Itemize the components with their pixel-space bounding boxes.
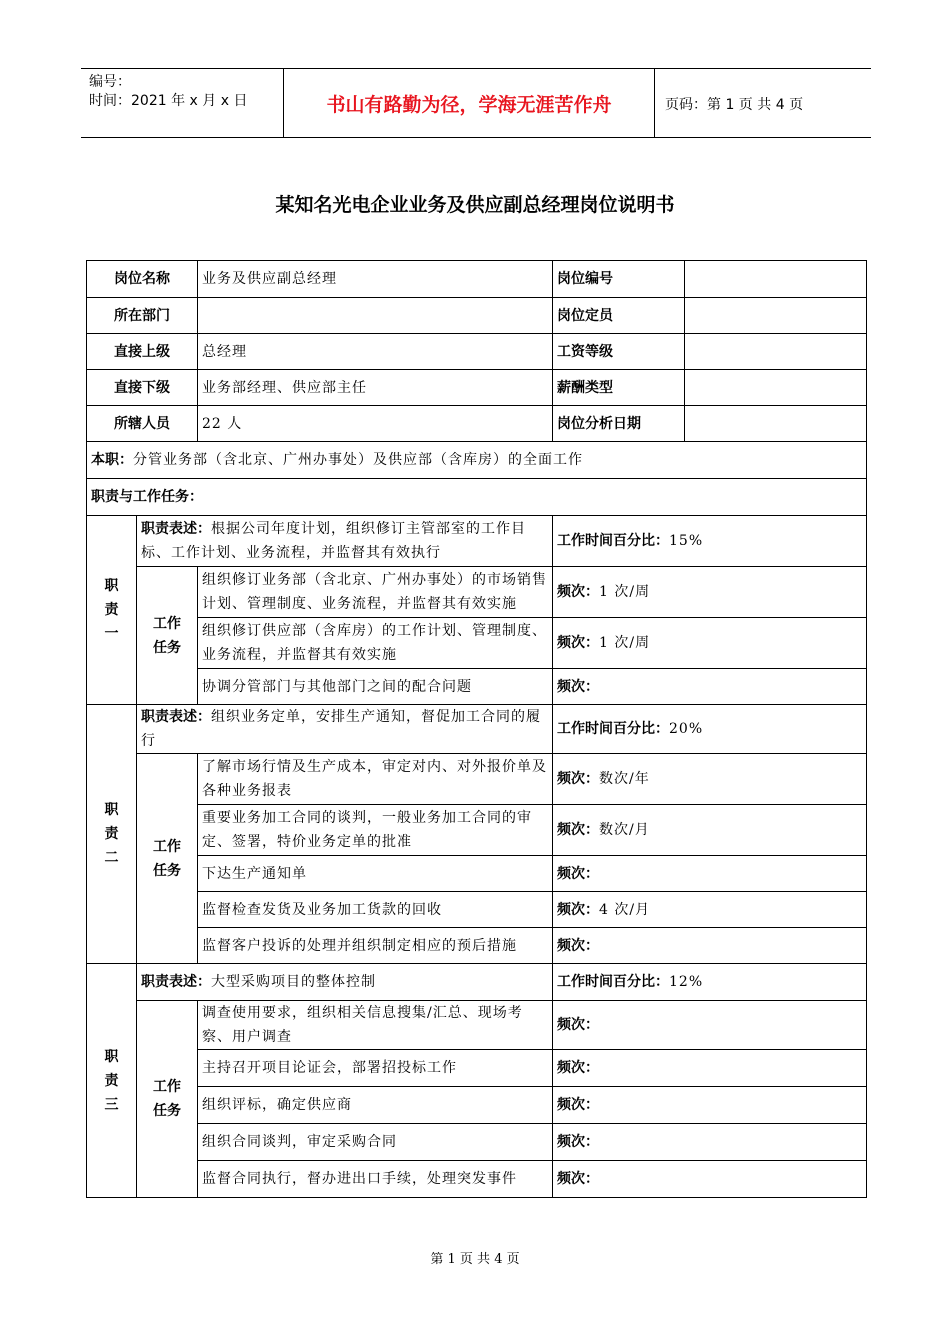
tasks-header-row: [87, 479, 867, 516]
duty-row: [87, 442, 867, 479]
task-text: 监督客户投诉的处理并组织制定相应的预后措施: [198, 928, 553, 964]
info-label: 所辖人员: [87, 406, 198, 442]
page-header: [81, 68, 871, 138]
responsibility-name-char: 二: [104, 850, 119, 866]
time-percent-label: 工作时间百分比：: [557, 721, 669, 737]
task-label-line: 任务: [153, 1103, 181, 1119]
responsibility-name-char: 责: [104, 1072, 119, 1089]
responsibility-name: [87, 705, 137, 964]
task-row: [87, 1161, 867, 1198]
duty-text: 分管业务部（含北京、广州办事处）及供应部（含库房）的全面工作: [133, 452, 583, 468]
task-row: [87, 892, 867, 928]
frequency-label: 频次：: [557, 584, 599, 600]
frequency-value: 4 次/月: [599, 901, 651, 918]
responsibility-statement: [137, 705, 553, 754]
info-value: 业务部经理、供应部主任: [198, 370, 553, 406]
info-value: 22 人: [198, 406, 553, 442]
responsibility-statement-row: [87, 705, 867, 754]
statement-text: 大型采购项目的整体控制: [211, 974, 376, 990]
task-frequency: [553, 856, 867, 892]
task-frequency: [553, 669, 867, 705]
task-row: [87, 856, 867, 892]
frequency-label: 频次：: [557, 822, 599, 838]
task-row: [87, 1001, 867, 1050]
responsibility-name-char: 职: [104, 1048, 119, 1065]
responsibility-name: [87, 964, 137, 1198]
frequency-label: 频次：: [557, 1060, 599, 1076]
task-label-line: 任务: [153, 639, 181, 656]
frequency-label: 频次：: [557, 1017, 599, 1033]
frequency-value: 数次/年: [599, 771, 650, 787]
frequency-label: 频次：: [557, 901, 599, 918]
info-value: 业务及供应副总经理: [198, 261, 553, 298]
info-label: 薪酬类型: [553, 370, 685, 406]
info-row: [87, 334, 867, 370]
task-frequency: [553, 754, 867, 805]
responsibility-statement-row: [87, 516, 867, 567]
task-text: 监督检查发货及业务加工货款的回收: [198, 892, 553, 928]
task-label: [137, 754, 198, 964]
time-percent: [553, 516, 867, 567]
task-row: [87, 754, 867, 805]
responsibility-statement-row: [87, 964, 867, 1001]
task-text: 组织修订业务部（含北京、广州办事处）的市场销售计划、管理制度、业务流程，并监督其有效实施: [198, 567, 553, 618]
info-label: 岗位名称: [87, 261, 198, 298]
doc-time-label: 时间：2021 年 x 月 x 日: [89, 93, 248, 109]
task-label: [137, 1001, 198, 1198]
task-text: 组织合同谈判，审定采购合同: [198, 1124, 553, 1161]
responsibility-name-char: 三: [104, 1096, 119, 1113]
task-text: 组织修订供应部（含库房）的工作计划、管理制度、业务流程，并监督其有效实施: [198, 618, 553, 669]
time-percent-value: 12%: [669, 974, 704, 990]
task-row: [87, 928, 867, 964]
task-label-line: 任务: [153, 862, 181, 879]
responsibility-name-char: 职: [104, 578, 119, 594]
frequency-label: 频次：: [557, 937, 599, 954]
duty-label: 本职：: [91, 452, 133, 468]
frequency-label: 频次：: [557, 1171, 599, 1187]
info-label: 直接下级: [87, 370, 198, 406]
task-frequency: [553, 928, 867, 964]
info-row: [87, 406, 867, 442]
responsibility-name: [87, 516, 137, 705]
task-frequency: [553, 1001, 867, 1050]
info-label: 直接上级: [87, 334, 198, 370]
task-text: 组织评标，确定供应商: [198, 1087, 553, 1124]
time-percent-label: 工作时间百分比：: [557, 533, 669, 549]
task-label-line: 工作: [153, 838, 181, 855]
task-text: 了解市场行情及生产成本，审定对内、对外报价单及各种业务报表: [198, 754, 553, 805]
task-text: 监督合同执行，督办进出口手续，处理突发事件: [198, 1161, 553, 1198]
responsibility-name-char: 一: [104, 626, 119, 642]
task-frequency: [553, 892, 867, 928]
task-frequency: [553, 1087, 867, 1124]
task-frequency: [553, 1124, 867, 1161]
info-value: [198, 298, 553, 334]
task-text: 协调分管部门与其他部门之间的配合问题: [198, 669, 553, 705]
header-motto: 书山有路勤为径，学海无涯苦作舟: [283, 69, 655, 137]
statement-label: 职责表述：: [141, 709, 211, 725]
statement-label: 职责表述：: [141, 974, 211, 990]
task-frequency: [553, 1050, 867, 1087]
info-value: [685, 298, 867, 334]
info-row: [87, 298, 867, 334]
frequency-label: 频次：: [557, 1134, 599, 1150]
time-percent: [553, 964, 867, 1001]
task-row: [87, 567, 867, 618]
task-text: 调查使用要求，组织相关信息搜集/汇总、现场考察、用户调查: [198, 1001, 553, 1050]
info-value: 总经理: [198, 334, 553, 370]
document-title: 某知名光电企业业务及供应副总经理岗位说明书: [275, 194, 675, 216]
time-percent-value: 15%: [669, 533, 704, 549]
statement-text: 根据公司年度计划，组织修订主管部室的工作目标、工作计划、业务流程，并监督其有效执行: [141, 521, 526, 561]
time-percent: [553, 705, 867, 754]
task-frequency: [553, 567, 867, 618]
task-row: [87, 1050, 867, 1087]
task-row: [87, 669, 867, 705]
frequency-label: 频次：: [557, 865, 599, 882]
frequency-value: 1 次/周: [599, 584, 651, 600]
responsibility-name-char: 职: [104, 802, 119, 818]
task-frequency: [553, 805, 867, 856]
frequency-label: 频次：: [557, 1097, 599, 1113]
responsibility-statement: [137, 964, 553, 1001]
responsibility-name-char: 责: [104, 826, 119, 842]
responsibility-statement: [137, 516, 553, 567]
info-row: [87, 261, 867, 298]
doc-number-label: 编号：: [89, 74, 131, 90]
info-label: 工资等级: [553, 334, 685, 370]
frequency-label: 频次：: [557, 635, 599, 651]
statement-label: 职责表述：: [141, 521, 211, 537]
frequency-value: 1 次/周: [599, 635, 651, 651]
info-label: 岗位编号: [553, 261, 685, 298]
task-text: 重要业务加工合同的谈判，一般业务加工合同的审定、签署，特价业务定单的批准: [198, 805, 553, 856]
task-frequency: [553, 618, 867, 669]
frequency-label: 频次：: [557, 678, 599, 695]
info-value: [685, 261, 867, 298]
time-percent-value: 20%: [669, 721, 704, 737]
info-row: [87, 370, 867, 406]
info-label: 所在部门: [87, 298, 198, 334]
tasks-header: 职责与工作任务：: [87, 479, 867, 516]
header-meta: [89, 73, 247, 111]
info-label: 岗位定员: [553, 298, 685, 334]
task-text: 下达生产通知单: [198, 856, 553, 892]
page-footer: 第 1 页 共 4 页: [430, 1252, 520, 1267]
info-value: [685, 334, 867, 370]
info-value: [685, 370, 867, 406]
task-row: [87, 1087, 867, 1124]
info-value: [685, 406, 867, 442]
frequency-label: 频次：: [557, 771, 599, 787]
task-label-line: 工作: [153, 615, 181, 632]
task-text: 主持召开项目论证会，部署招投标工作: [198, 1050, 553, 1087]
header-page-label: 页码：第 1 页 共 4 页: [665, 97, 804, 113]
statement-text: 组织业务定单，安排生产通知，督促加工合同的履行: [141, 709, 541, 749]
info-label: 岗位分析日期: [553, 406, 685, 442]
task-label-line: 工作: [153, 1079, 181, 1095]
responsibility-name-char: 责: [104, 602, 119, 618]
task-label: [137, 567, 198, 705]
duty-cell: [87, 442, 867, 479]
frequency-value: 数次/月: [599, 822, 650, 838]
job-description-table: [86, 260, 867, 1198]
time-percent-label: 工作时间百分比：: [557, 974, 669, 990]
task-frequency: [553, 1161, 867, 1198]
task-row: [87, 618, 867, 669]
task-row: [87, 805, 867, 856]
task-row: [87, 1124, 867, 1161]
